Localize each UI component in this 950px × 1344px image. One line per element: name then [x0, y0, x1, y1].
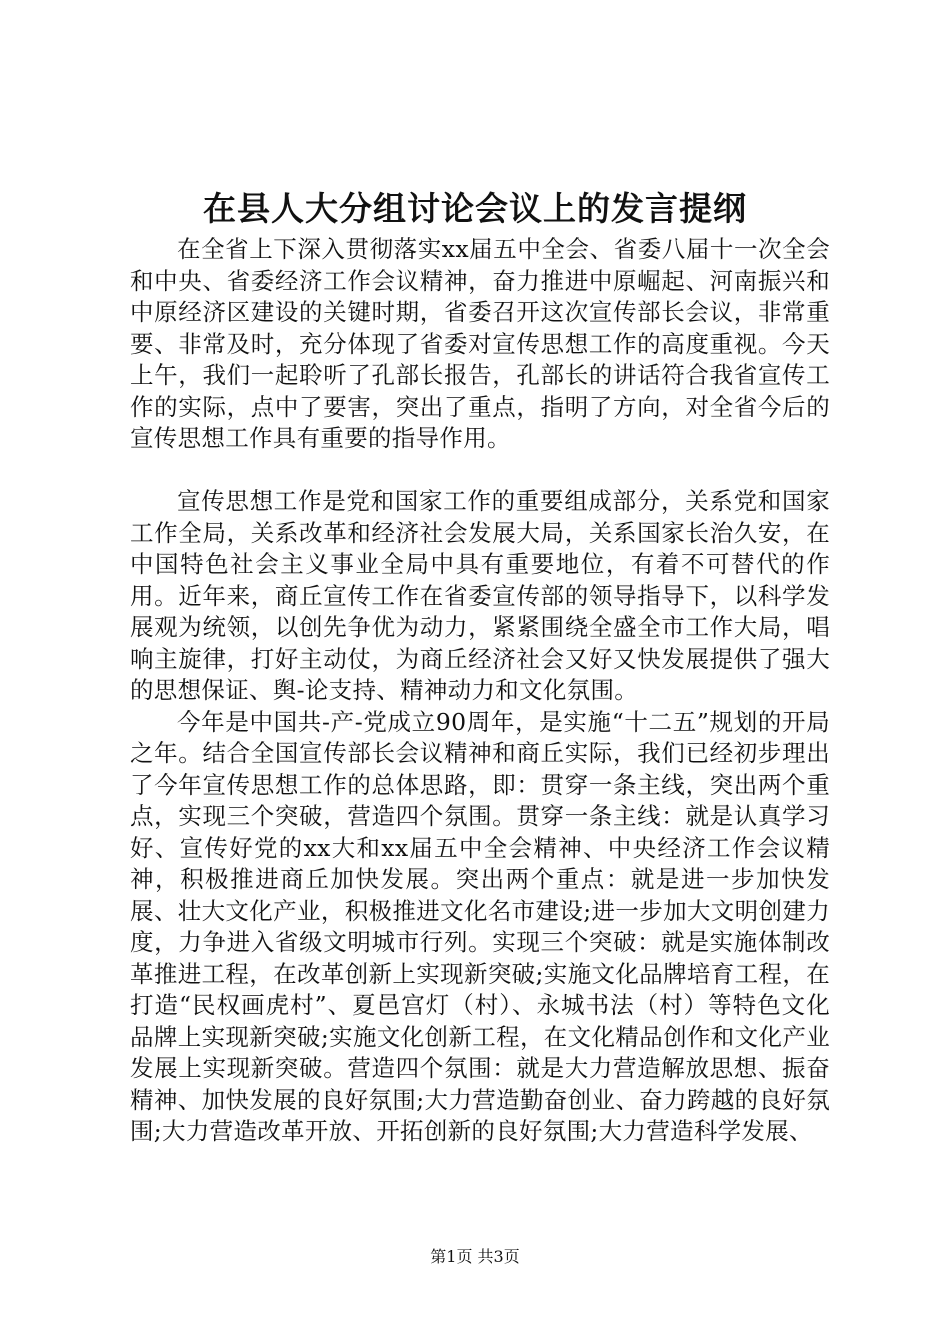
document-title: 在县人大分组讨论会议上的发言提纲 [203, 189, 747, 228]
document-body [130, 234, 830, 1148]
paragraph-1: 在全省上下深入贯彻落实xx届五中全会、省委八届十一次全会和中央、省委经济工作会议精神，奋力推进中原崛起、河南振兴和中原经济区建设的关键时期，省委召开这次宣传部长会议，非常重要、非常及时，充分体现了省委对宣传思想工作的高度重视。今天上午，我们一起聆听了孔部长报告，孔部长的讲话符合我省宣传工作的实际，点中了要害，突出了重点，指明了方向，对全省今后的宣传思想工作具有重要的指导作用。 [130, 235, 830, 452]
page-footer: 第1页 共3页 [430, 1247, 520, 1266]
paragraph-2: 宣传思想工作是党和国家工作的重要组成部分，关系党和国家工作全局，关系改革和经济社会发展大局，关系国家长治久安，在中国特色社会主义事业全局中具有重要地位，有着不可替代的作用。近年来，商丘宣传工作在省委宣传部的领导指导下，以科学发展观为统领，以创先争优为动力，紧紧围绕全盛全市工作大局，唱响主旋律，打好主动仗，为商丘经济社会又好又快发展提供了强大的思想保证、舆-论支持、精神动力和文化氛围。 [130, 487, 830, 704]
paragraph-3: 今年是中国共-产-党成立90周年，是实施“十二五”规划的开局之年。结合全国宣传部长会议精神和商丘实际，我们已经初步理出了今年宣传思想工作的总体思路，即：贯穿一条主线，突出两个重点，实现三个突破，营造四个氛围。贯穿一条主线：就是认真学习好、宣传好党的xx大和xx届五中全会精神、中央经济工作会议精神，积极推进商丘加快发展。突出两个重点：就是进一步加快发展、壮大文化产业，积极推进文化名市建设;进一步加大文明创建力度，力争进入省级文明城市行列。实现三个突破：就是实施体制改革推进工程，在改革创新上实现新突破;实施文化品牌培育工程，在打造“民权画虎村”、夏邑宫灯（村）、永城书法（村）等特色文化品牌上实现新突破;实施文化创新工程，在文化精品创作和文化产业发展上实现新突破。营造四个氛围：就是大力营造解放思想、振奋精神、加快发展的良好氛围;大力营造勤奋创业、奋力跨越的良好氛围;大力营造改革开放、开拓创新的良好氛围;大力营造科学发展、 [130, 707, 830, 1145]
paragraph-gap [130, 455, 830, 487]
